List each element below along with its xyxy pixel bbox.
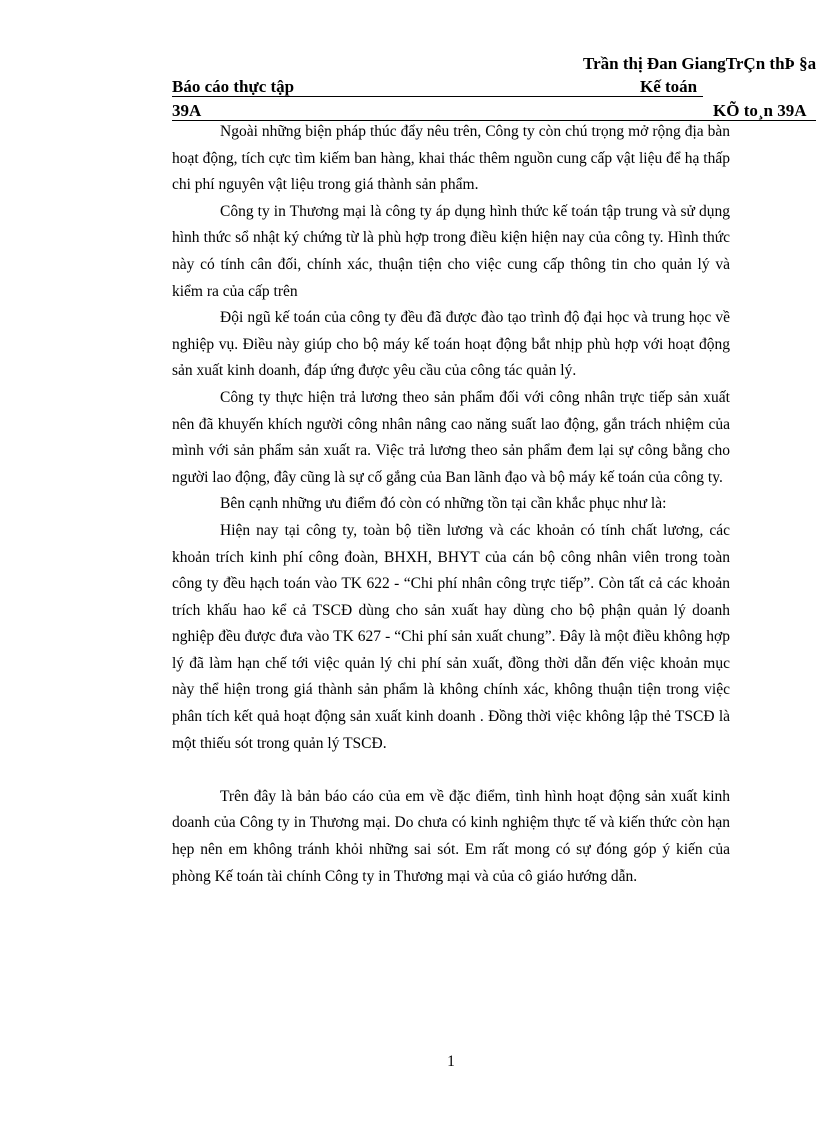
department-label: Kế toán: [640, 77, 698, 96]
paragraph-shortcomings-intro: Bên cạnh những ưu điểm đó còn có những tồn tại cần khắc phục như là:: [220, 495, 667, 513]
paragraph-salary: Công ty thực hiện trả lương theo sản phẩm đối với công nhân trực tiếp sản xuất nên đã khuyến khích người công nhân nâng cao năng suất lao động, gắn trách nhiệm của mình với sản phẩm sản xuất ra. Việc trả lương theo sản phẩm đem lại sự công bằng cho người lao động, đây cũng là sự cố gắng của Ban lãnh đạo và bộ máy kế toán của công ty.: [172, 388, 730, 486]
paragraph-measures: Ngoài những biện pháp thúc đẩy nêu trên, Công ty còn chú trọng mở rộng địa bàn hoạt động, tích cực tìm kiếm ban hàng, khai thác thêm nguồn cung cấp vật liệu để hạ thấp chi phí nguyên vật liệu trong giá thành sản phẩm.: [172, 123, 730, 194]
paragraph-accounting-form: Công ty in Thương mại là công ty áp dụng hình thức kế toán tập trung và sử dụng hình thức sổ nhật ký chứng từ là phù hợp trong điều kiện hiện nay của công ty. Hình thức này có tính cân đối, chính xác, thuận tiện cho việc cung cấp thông tin cho quản lý và kiểm ra của cấp trên: [172, 202, 730, 300]
header-author: Trần thị Đan GiangTrÇn thÞ §a: [583, 54, 816, 73]
class-label-left: 39A: [172, 101, 202, 120]
paragraph-conclusion: Trên đây là bản báo cáo của em về đặc điểm, tình hình hoạt động sản xuất kinh doanh của Công ty in Thương mại. Do chưa có kinh nghiệm thực tế và kiến thức còn hạn hẹp nên em không tránh khỏi những sai sót. Em rất mong có sự đóng góp ý kiến của phòng Kế toán tài chính Công ty in Thương mại và của cô giáo hướng dẫn.: [172, 787, 730, 885]
header-row-class: [172, 101, 816, 121]
document-body: [172, 119, 730, 890]
paragraph-accounting-staff: Đội ngũ kế toán của công ty đều đã được đào tạo trình độ đại học và trung học về nghiệp vụ. Điều này giúp cho bộ máy kế toán hoạt động bắt nhịp phù hợp với hoạt động sản xuất kinh doanh, đáp ứng được yêu cầu của công tác quản lý.: [172, 309, 730, 380]
paragraph-shortcomings: Hiện nay tại công ty, toàn bộ tiền lương và các khoản có tính chất lương, các khoản trích kinh phí công đoàn, BHXH, BHYT của cán bộ công nhân viên trong toàn công ty đều hạch toán vào TK 622 - “Chi phí nhân công trực tiếp”. Còn tất cả các khoản trích khấu hao kể cả TSCĐ dùng cho sản xuất hay dùng cho bộ phận quản lý doanh nghiệp đều được đưa vào TK 627 - “Chi phí sản xuất chung”. Đây là một điều không hợp lý đã làm hạn chế tới việc quản lý chi phí sản xuất, đồng thời dẫn đến việc khoản mục này thể hiện trong giá thành sản phẩm là không chính xác, không thuận tiện trong việc phân tích kết quả hoạt động sản xuất kinh doanh . Đồng thời việc không lập thẻ TSCĐ là một thiếu sót trong quản lý TSCĐ.: [172, 521, 730, 752]
class-label-right: KÕ to¸n 39A: [713, 101, 807, 120]
page-number: 1: [447, 1053, 455, 1070]
header-row-title: [172, 77, 816, 97]
header-rule-top: [172, 96, 703, 97]
report-title: Báo cáo thực tập: [172, 77, 295, 96]
